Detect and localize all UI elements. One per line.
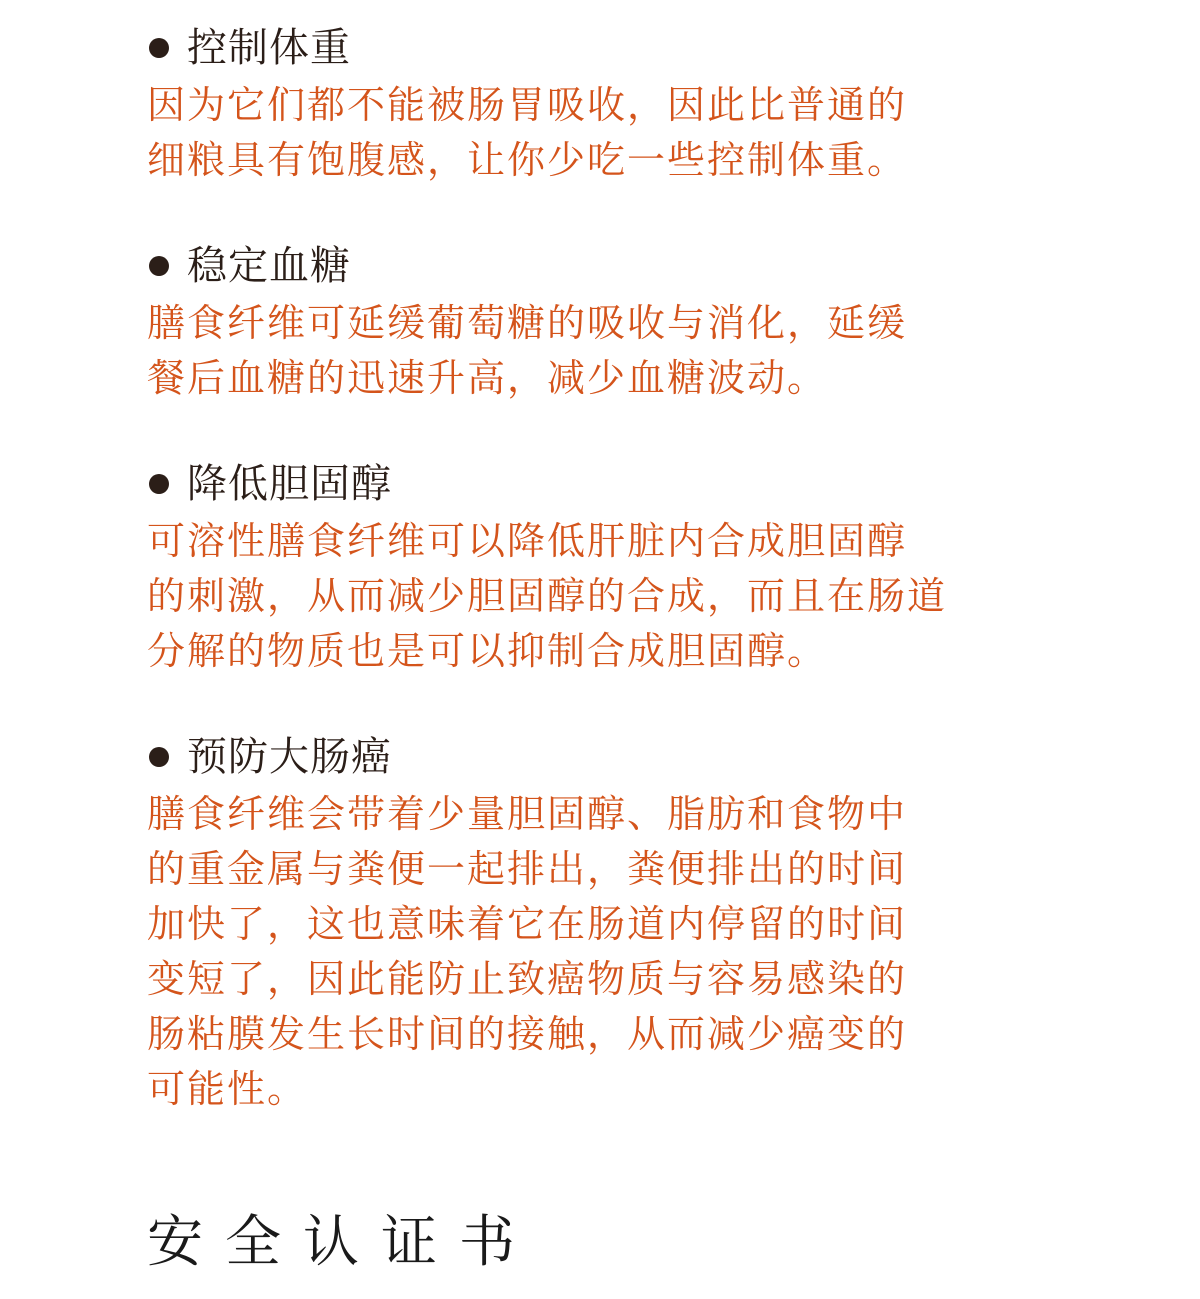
- section-heading-text: 降低胆固醇: [187, 461, 392, 507]
- section-blood-sugar: [147, 240, 1147, 406]
- section-description: [147, 514, 1147, 679]
- description-line: 分解的物质也是可以抑制合成胆固醇。: [147, 629, 828, 673]
- section-heading: [147, 731, 1147, 783]
- safety-certificate-title: 安全认证书: [147, 1210, 537, 1275]
- description-line: 的刺激，从而减少胆固醇的合成，而且在肠道: [147, 574, 948, 618]
- section-description: [147, 78, 1147, 188]
- description-line: 餐后血糖的迅速升高，减少血糖波动。: [147, 356, 828, 400]
- description-line: 变短了，因此能防止致癌物质与容易感染的: [147, 957, 908, 1001]
- benefits-list: [147, 22, 1147, 1169]
- section-heading: [147, 22, 1147, 74]
- section-colon-cancer: [147, 731, 1147, 1117]
- bullet-icon: [149, 256, 169, 276]
- bullet-icon: [149, 38, 169, 58]
- section-heading-text: 控制体重: [187, 25, 351, 71]
- bullet-icon: [149, 747, 169, 767]
- section-cholesterol: [147, 458, 1147, 679]
- description-line: 可能性。: [147, 1067, 308, 1111]
- description-line: 可溶性膳食纤维可以降低肝脏内合成胆固醇: [147, 519, 908, 563]
- description-line: 肠粘膜发生长时间的接触，从而减少癌变的: [147, 1012, 908, 1056]
- section-heading: [147, 458, 1147, 510]
- section-description: [147, 787, 1147, 1117]
- section-description: [147, 296, 1147, 406]
- description-line: 因为它们都不能被肠胃吸收，因此比普通的: [147, 83, 908, 127]
- section-heading: [147, 240, 1147, 292]
- section-heading-text: 稳定血糖: [187, 243, 351, 289]
- section-weight-control: [147, 22, 1147, 188]
- section-heading-text: 预防大肠癌: [187, 734, 392, 780]
- description-line: 细粮具有饱腹感，让你少吃一些控制体重。: [147, 138, 908, 182]
- description-line: 加快了，这也意味着它在肠道内停留的时间: [147, 902, 908, 946]
- bullet-icon: [149, 474, 169, 494]
- description-line: 的重金属与粪便一起排出，粪便排出的时间: [147, 847, 908, 891]
- description-line: 膳食纤维会带着少量胆固醇、脂肪和食物中: [147, 792, 908, 836]
- description-line: 膳食纤维可延缓葡萄糖的吸收与消化，延缓: [147, 301, 908, 345]
